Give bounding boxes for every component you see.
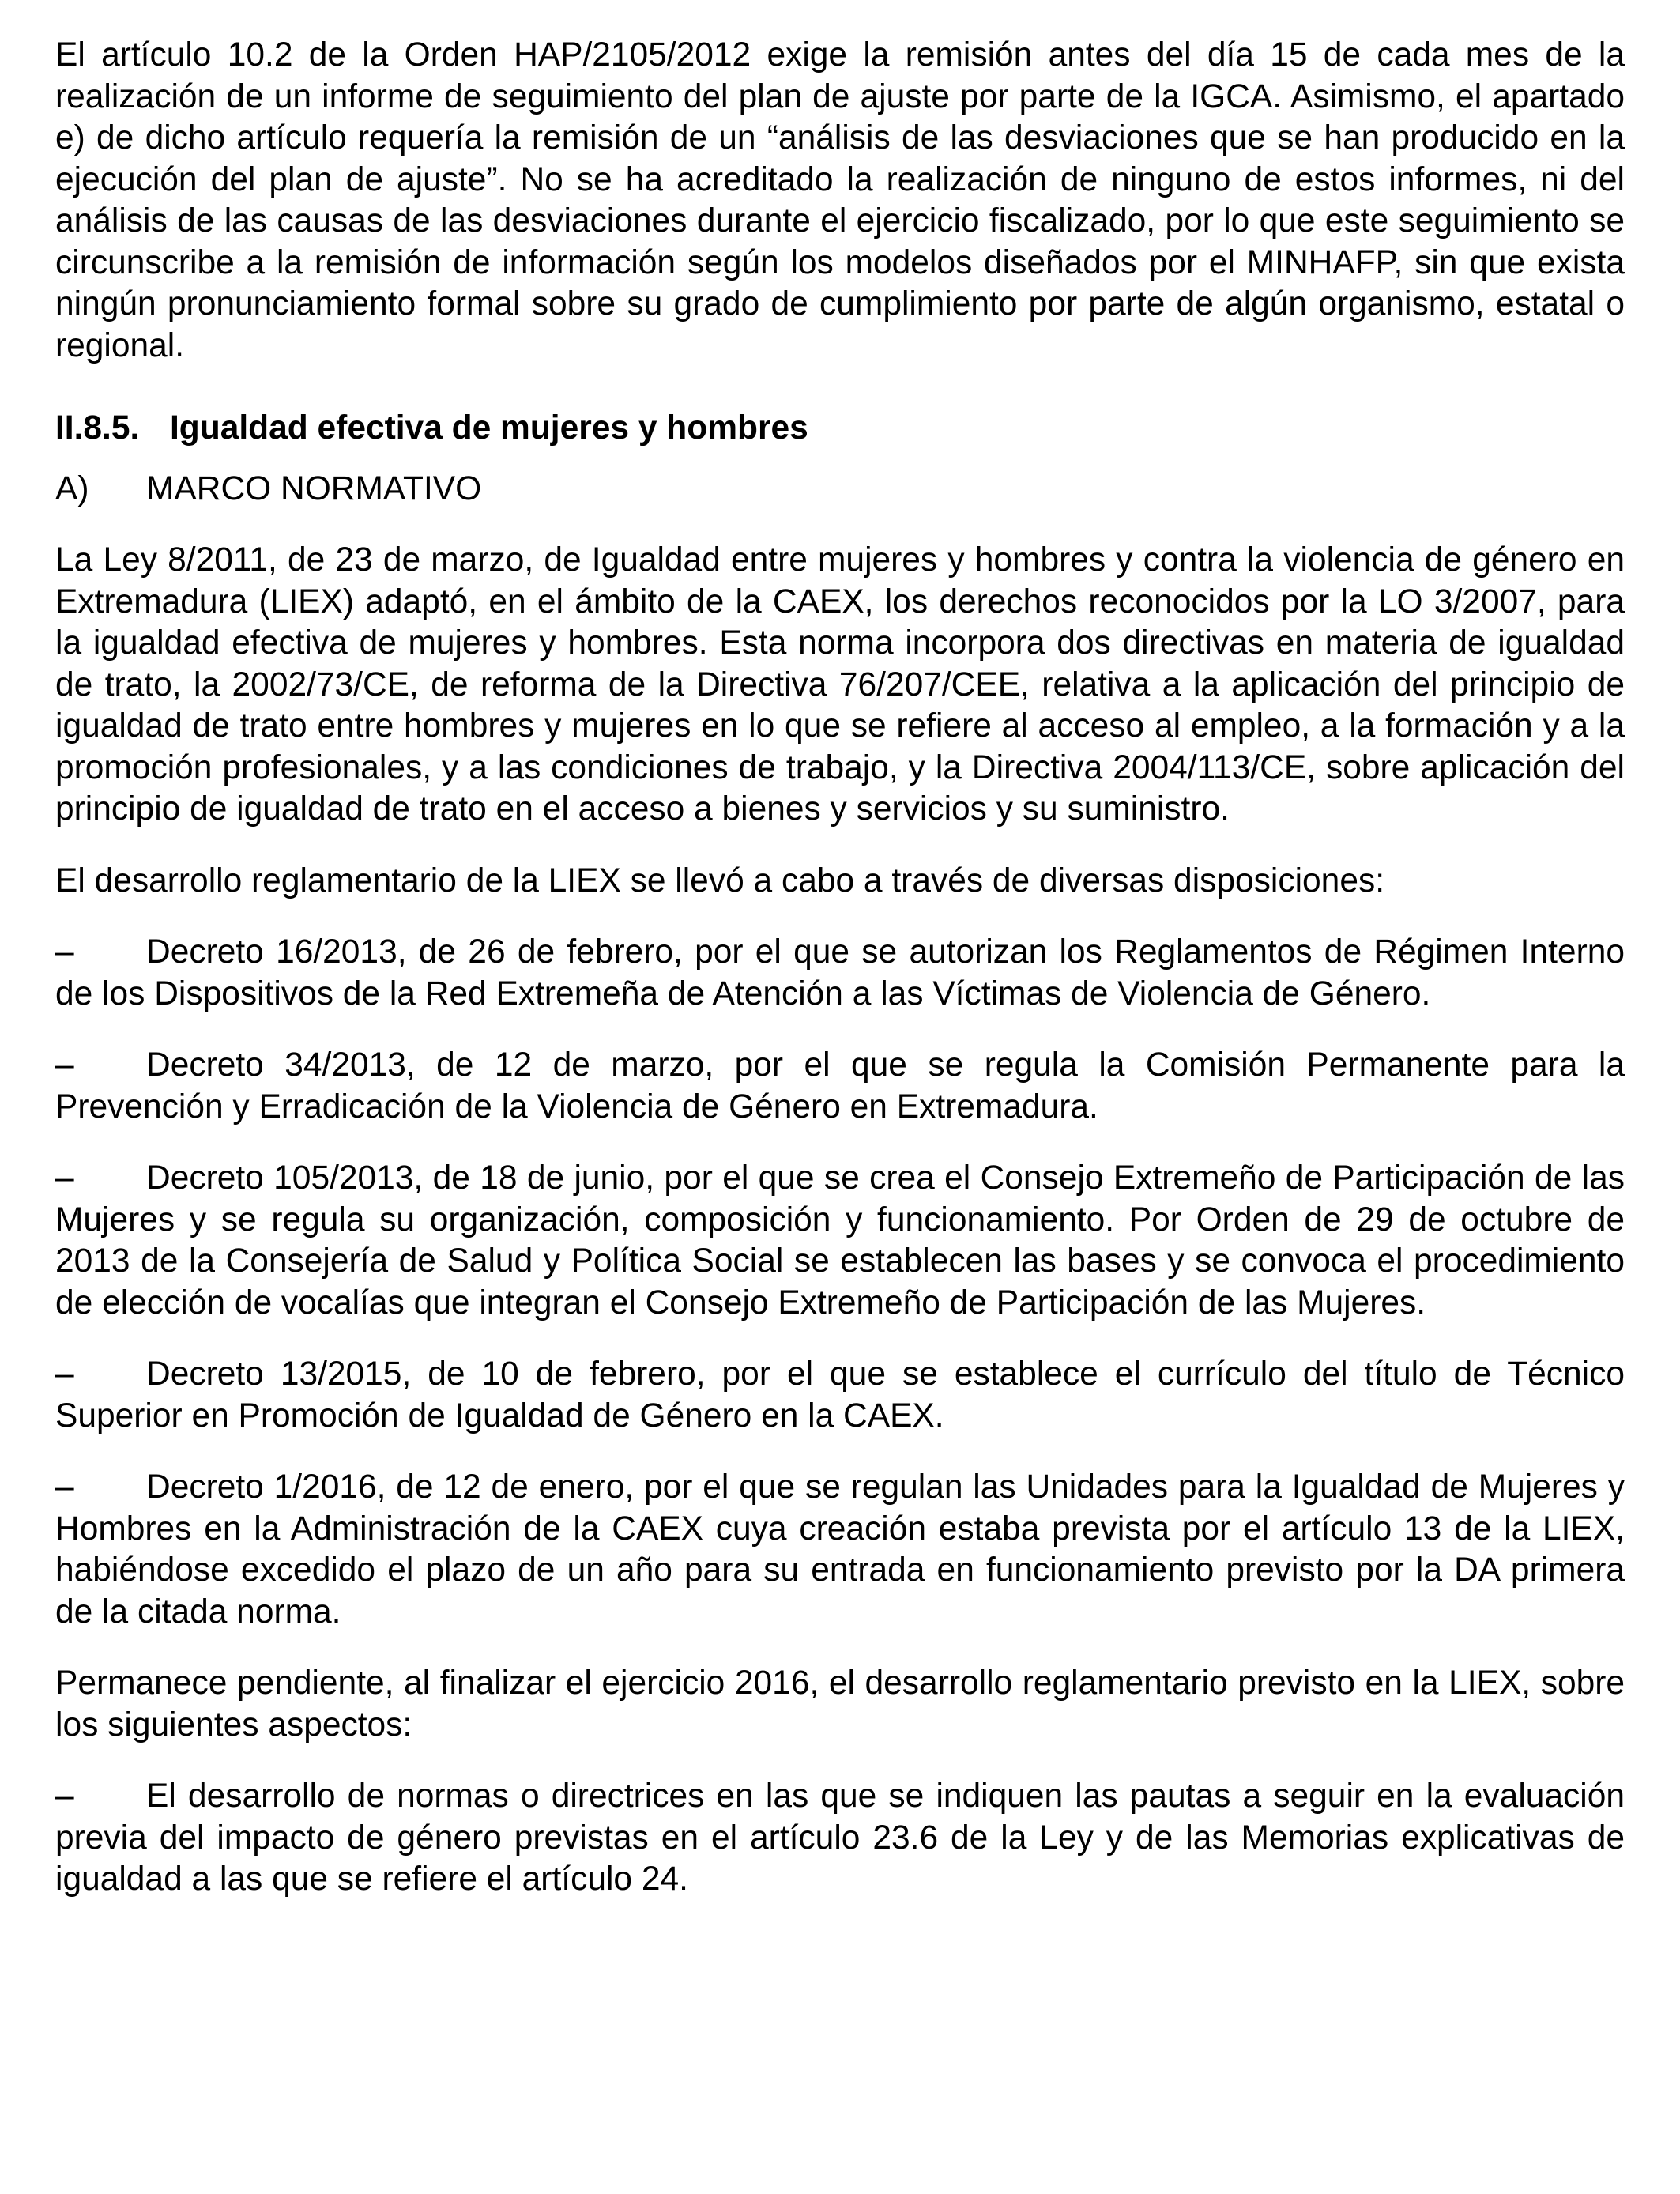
paragraph-plan-ajuste: El artículo 10.2 de la Orden HAP/2105/2012 exige la remisión antes del día 15 de cada mes de la realización de un informe de seguimiento del plan de ajuste por parte de la IGCA. Asimismo, el apartado e) de dicho artículo requería la remisión de un “análisis de las desviaciones que se han producido en la ejecución del plan de ajuste”. No se ha acreditado la realización de ninguno de estos informes, ni del análisis de las causas de las desviaciones durante el ejercicio fiscalizado, por lo que este seguimiento se circunscribe a la remisión de información según los modelos diseñados por el MINHAFP, sin que exista ningún pronunciamiento formal sobre su grado de cumplimiento por parte de algún organismo, estatal o regional.	[55, 36, 1625, 364]
decree-text: Decreto 1/2016, de 12 de enero, por el que se regulan las Unidades para la Igualdad de Mujeres y Hombres en la Administración de la CAEX cuya creación estaba prevista por el artículo 13 de la LIEX, habiéndose excedido el plazo de un año para su entrada en funcionamiento previsto por la DA primera de la citada norma.	[55, 1468, 1625, 1630]
list-item	[55, 932, 1625, 1015]
subsection-letter: A)	[55, 469, 89, 507]
bullet-dash: –	[55, 1046, 74, 1084]
decree-text: Decreto 13/2015, de 10 de febrero, por el que se establece el currículo del título de Técnico Superior en Promoción de Igualdad de Género en la CAEX.	[55, 1355, 1625, 1434]
paragraph-pendiente: Permanece pendiente, al finalizar el ejercicio 2016, el desarrollo reglamentario previsto en la LIEX, sobre los siguientes aspectos:	[55, 1664, 1625, 1744]
subsection-heading	[55, 469, 1625, 511]
subsection-title: MARCO NORMATIVO	[146, 469, 482, 507]
document-page	[55, 35, 1625, 1901]
section-heading	[55, 408, 1625, 450]
list-item	[55, 1158, 1625, 1324]
list-item	[55, 1776, 1625, 1901]
bullet-dash: –	[55, 1777, 74, 1815]
decree-text: Decreto 34/2013, de 12 de marzo, por el que se regula la Comisión Permanente para la Prevención y Erradicación de la Violencia de Género en Extremadura.	[55, 1046, 1625, 1125]
pending-text: El desarrollo de normas o directrices en las que se indiquen las pautas a seguir en la evaluación previa del impacto de género previstas en el artículo 23.6 de la Ley y de las Memorias explicativas de igualdad a las que se refiere el artículo 24.	[55, 1777, 1625, 1898]
section-title: Igualdad efectiva de mujeres y hombres	[170, 409, 808, 447]
decree-text: Decreto 105/2013, de 18 de junio, por el que se crea el Consejo Extremeño de Participación de las Mujeres y se regula su organización, composición y funcionamiento. Por Orden de 29 de octubre de 2013 de la Consejería de Salud y Política Social se establecen las bases y se convoca el procedimiento de elección de vocalías que integran el Consejo Extremeño de Participación de las Mujeres.	[55, 1159, 1625, 1321]
paragraph-ley-liex: La Ley 8/2011, de 23 de marzo, de Igualdad entre mujeres y hombres y contra la violencia de género en Extremadura (LIEX) adaptó, en el ámbito de la CAEX, los derechos reconocidos por la LO 3/2007, para la igualdad efectiva de mujeres y hombres. Esta norma incorpora dos directivas en materia de igualdad de trato, la 2002/73/CE, de reforma de la Directiva 76/207/CEE, relativa a la aplicación del principio de igualdad de trato entre hombres y mujeres en lo que se refiere al acceso al empleo, a la formación y a la promoción profesionales, y a las condiciones de trabajo, y la Directiva 2004/113/CE, sobre aplicación del principio de igualdad de trato en el acceso a bienes y servicios y su suministro.	[55, 541, 1625, 827]
section-number: II.8.5.	[55, 409, 140, 447]
bullet-dash: –	[55, 1159, 74, 1197]
bullet-dash: –	[55, 1355, 74, 1393]
list-item	[55, 1045, 1625, 1128]
paragraph-desarrollo: El desarrollo reglamentario de la LIEX se llevó a cabo a través de diversas disposiciones:	[55, 861, 1385, 899]
list-item	[55, 1467, 1625, 1633]
list-item	[55, 1354, 1625, 1437]
bullet-dash: –	[55, 1468, 74, 1506]
bullet-dash: –	[55, 933, 74, 971]
decree-text: Decreto 16/2013, de 26 de febrero, por el que se autorizan los Reglamentos de Régimen Interno de los Dispositivos de la Red Extremeña de Atención a las Víctimas de Violencia de Género.	[55, 933, 1625, 1012]
